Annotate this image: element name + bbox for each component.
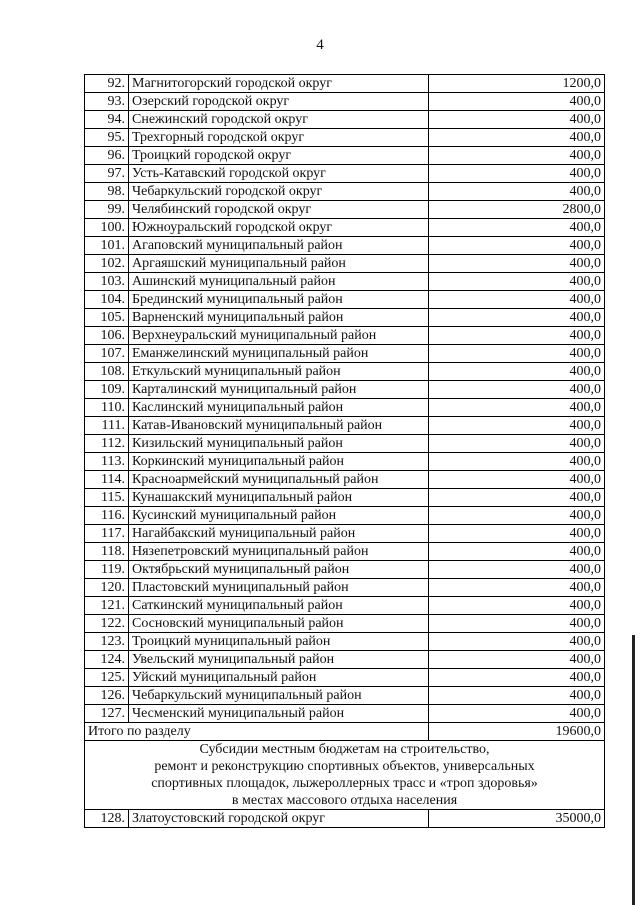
table-row — [85, 489, 605, 507]
row-number: 120. — [85, 579, 129, 597]
table-row — [85, 471, 605, 489]
municipality-name: Еткульский муниципальный район — [129, 363, 429, 381]
subsidy-amount: 400,0 — [429, 309, 605, 327]
section-heading-row — [85, 741, 605, 810]
municipality-name: Чебаркульский городской округ — [129, 183, 429, 201]
page-number: 4 — [316, 37, 324, 53]
table-row — [85, 633, 605, 651]
row-number: 93. — [85, 93, 129, 111]
municipality-name: Катав-Ивановский муниципальный район — [129, 417, 429, 435]
municipality-name: Кусинский муниципальный район — [129, 507, 429, 525]
subsidy-amount: 400,0 — [429, 345, 605, 363]
municipality-name: Чесменский муниципальный район — [129, 705, 429, 723]
municipality-name: Каслинский муниципальный район — [129, 399, 429, 417]
municipality-name: Аргаяшский муниципальный район — [129, 255, 429, 273]
row-number: 103. — [85, 273, 129, 291]
subsidy-amount: 400,0 — [429, 525, 605, 543]
subsidy-amount: 400,0 — [429, 543, 605, 561]
row-number: 126. — [85, 687, 129, 705]
subsidy-amount: 400,0 — [429, 129, 605, 147]
row-number: 128. — [85, 810, 129, 828]
row-number: 122. — [85, 615, 129, 633]
table-row — [85, 651, 605, 669]
table-row — [85, 597, 605, 615]
section-heading-line: в местах массового отдыха населения — [231, 793, 458, 808]
subsidy-amount: 400,0 — [429, 237, 605, 255]
subsidy-amount: 400,0 — [429, 219, 605, 237]
subsidy-amount: 400,0 — [429, 687, 605, 705]
municipality-name: Нязепетровский муниципальный район — [129, 543, 429, 561]
municipality-name: Увельский муниципальный район — [129, 651, 429, 669]
row-number: 118. — [85, 543, 129, 561]
row-number: 115. — [85, 489, 129, 507]
municipality-name: Варненский муниципальный район — [129, 309, 429, 327]
municipality-name: Чебаркульский муниципальный район — [129, 687, 429, 705]
subsidy-amount: 400,0 — [429, 579, 605, 597]
table-row — [85, 579, 605, 597]
municipality-name: Брединский муниципальный район — [129, 291, 429, 309]
row-number: 105. — [85, 309, 129, 327]
subsidy-amount: 400,0 — [429, 597, 605, 615]
total-value: 19600,0 — [429, 723, 605, 741]
table-row — [85, 255, 605, 273]
municipality-name: Троицкий муниципальный район — [129, 633, 429, 651]
row-number: 112. — [85, 435, 129, 453]
table-row — [85, 129, 605, 147]
municipality-name: Трехгорный городской округ — [129, 129, 429, 147]
subsidy-amount: 400,0 — [429, 93, 605, 111]
municipality-name: Ашинский муниципальный район — [129, 273, 429, 291]
table-row — [85, 363, 605, 381]
municipality-name: Южноуральский городской округ — [129, 219, 429, 237]
table-row — [85, 147, 605, 165]
row-number: 107. — [85, 345, 129, 363]
subsidy-amount: 400,0 — [429, 273, 605, 291]
row-number: 108. — [85, 363, 129, 381]
subsidy-amount: 400,0 — [429, 363, 605, 381]
table-row — [85, 165, 605, 183]
municipality-name: Агаповский муниципальный район — [129, 237, 429, 255]
table-row — [85, 453, 605, 471]
row-number: 98. — [85, 183, 129, 201]
table-row — [85, 417, 605, 435]
subsidy-amount: 400,0 — [429, 111, 605, 129]
row-number: 116. — [85, 507, 129, 525]
table-row — [85, 111, 605, 129]
municipality-name: Усть-Катавский городской округ — [129, 165, 429, 183]
subsidy-amount: 400,0 — [429, 615, 605, 633]
subsidy-amount: 2800,0 — [429, 201, 605, 219]
municipality-name: Еманжелинский муниципальный район — [129, 345, 429, 363]
section-heading-line: ремонт и реконструкцию спортивных объектов, универсальных — [154, 759, 535, 774]
row-number: 110. — [85, 399, 129, 417]
row-number: 101. — [85, 237, 129, 255]
table-row — [85, 345, 605, 363]
table-row — [85, 381, 605, 399]
table-row — [85, 669, 605, 687]
table-row — [85, 291, 605, 309]
table-row — [85, 507, 605, 525]
table-row — [85, 309, 605, 327]
table-row — [85, 705, 605, 723]
subsidy-amount: 400,0 — [429, 651, 605, 669]
row-number: 113. — [85, 453, 129, 471]
subsidy-amount: 400,0 — [429, 633, 605, 651]
row-number: 121. — [85, 597, 129, 615]
row-number: 123. — [85, 633, 129, 651]
subsidy-amount: 1200,0 — [429, 75, 605, 93]
subsidy-amount: 400,0 — [429, 489, 605, 507]
subsidy-amount: 400,0 — [429, 183, 605, 201]
municipality-name: Верхнеуральский муниципальный район — [129, 327, 429, 345]
municipality-name: Челябинский городской округ — [129, 201, 429, 219]
row-number: 125. — [85, 669, 129, 687]
row-number: 97. — [85, 165, 129, 183]
table-row — [85, 237, 605, 255]
municipality-name: Уйский муниципальный район — [129, 669, 429, 687]
municipality-name: Октябрьский муниципальный район — [129, 561, 429, 579]
row-number: 111. — [85, 417, 129, 435]
row-number: 117. — [85, 525, 129, 543]
row-number: 114. — [85, 471, 129, 489]
subsidy-amount: 400,0 — [429, 147, 605, 165]
municipality-name: Сосновский муниципальный район — [129, 615, 429, 633]
total-label: Итого по разделу — [85, 723, 429, 741]
row-number: 100. — [85, 219, 129, 237]
subsidy-amount: 400,0 — [429, 399, 605, 417]
subsidy-table — [84, 74, 605, 828]
row-number: 104. — [85, 291, 129, 309]
table-row — [85, 543, 605, 561]
subsidy-amount: 400,0 — [429, 453, 605, 471]
row-number: 96. — [85, 147, 129, 165]
municipality-name: Карталинский муниципальный район — [129, 381, 429, 399]
table-row — [85, 201, 605, 219]
subsidy-amount: 400,0 — [429, 291, 605, 309]
subsidy-amount: 400,0 — [429, 417, 605, 435]
table-row — [85, 327, 605, 345]
row-number: 127. — [85, 705, 129, 723]
table-row — [85, 75, 605, 93]
table-row — [85, 93, 605, 111]
scan-edge-mark — [632, 635, 635, 905]
municipality-name: Пластовский муниципальный район — [129, 579, 429, 597]
table-row — [85, 687, 605, 705]
table-row — [85, 810, 605, 828]
subsidy-amount: 400,0 — [429, 255, 605, 273]
table-row — [85, 435, 605, 453]
table-row — [85, 219, 605, 237]
municipality-name: Озерский городской округ — [129, 93, 429, 111]
row-number: 95. — [85, 129, 129, 147]
total-row — [85, 723, 605, 741]
section-heading-line: спортивных площадок, лыжероллерных трасс и «троп здоровья» — [151, 776, 538, 791]
municipality-name: Нагайбакский муниципальный район — [129, 525, 429, 543]
subsidy-amount: 400,0 — [429, 561, 605, 579]
municipality-name: Златоустовский городской округ — [129, 810, 429, 828]
municipality-name: Кизильский муниципальный район — [129, 435, 429, 453]
section-heading-line: Субсидии местным бюджетам на строительство, — [199, 742, 490, 757]
row-number: 102. — [85, 255, 129, 273]
subsidy-amount: 400,0 — [429, 471, 605, 489]
section-heading — [85, 741, 605, 810]
subsidy-amount: 400,0 — [429, 327, 605, 345]
municipality-name: Саткинский муниципальный район — [129, 597, 429, 615]
subsidy-amount: 400,0 — [429, 435, 605, 453]
row-number: 119. — [85, 561, 129, 579]
subsidy-amount: 400,0 — [429, 381, 605, 399]
row-number: 99. — [85, 201, 129, 219]
table-row — [85, 399, 605, 417]
row-number: 94. — [85, 111, 129, 129]
table-row — [85, 183, 605, 201]
table-row — [85, 273, 605, 291]
municipality-name: Кунашакский муниципальный район — [129, 489, 429, 507]
subsidy-amount: 400,0 — [429, 669, 605, 687]
municipality-name: Троицкий городской округ — [129, 147, 429, 165]
row-number: 109. — [85, 381, 129, 399]
subsidy-amount: 400,0 — [429, 705, 605, 723]
row-number: 124. — [85, 651, 129, 669]
subsidy-amount: 400,0 — [429, 507, 605, 525]
subsidy-amount: 35000,0 — [429, 810, 605, 828]
row-number: 92. — [85, 75, 129, 93]
row-number: 106. — [85, 327, 129, 345]
subsidy-amount: 400,0 — [429, 165, 605, 183]
table-row — [85, 525, 605, 543]
table-row — [85, 615, 605, 633]
municipality-name: Красноармейский муниципальный район — [129, 471, 429, 489]
municipality-name: Снежинский городской округ — [129, 111, 429, 129]
table-row — [85, 561, 605, 579]
municipality-name: Коркинский муниципальный район — [129, 453, 429, 471]
municipality-name: Магнитогорский городской округ — [129, 75, 429, 93]
